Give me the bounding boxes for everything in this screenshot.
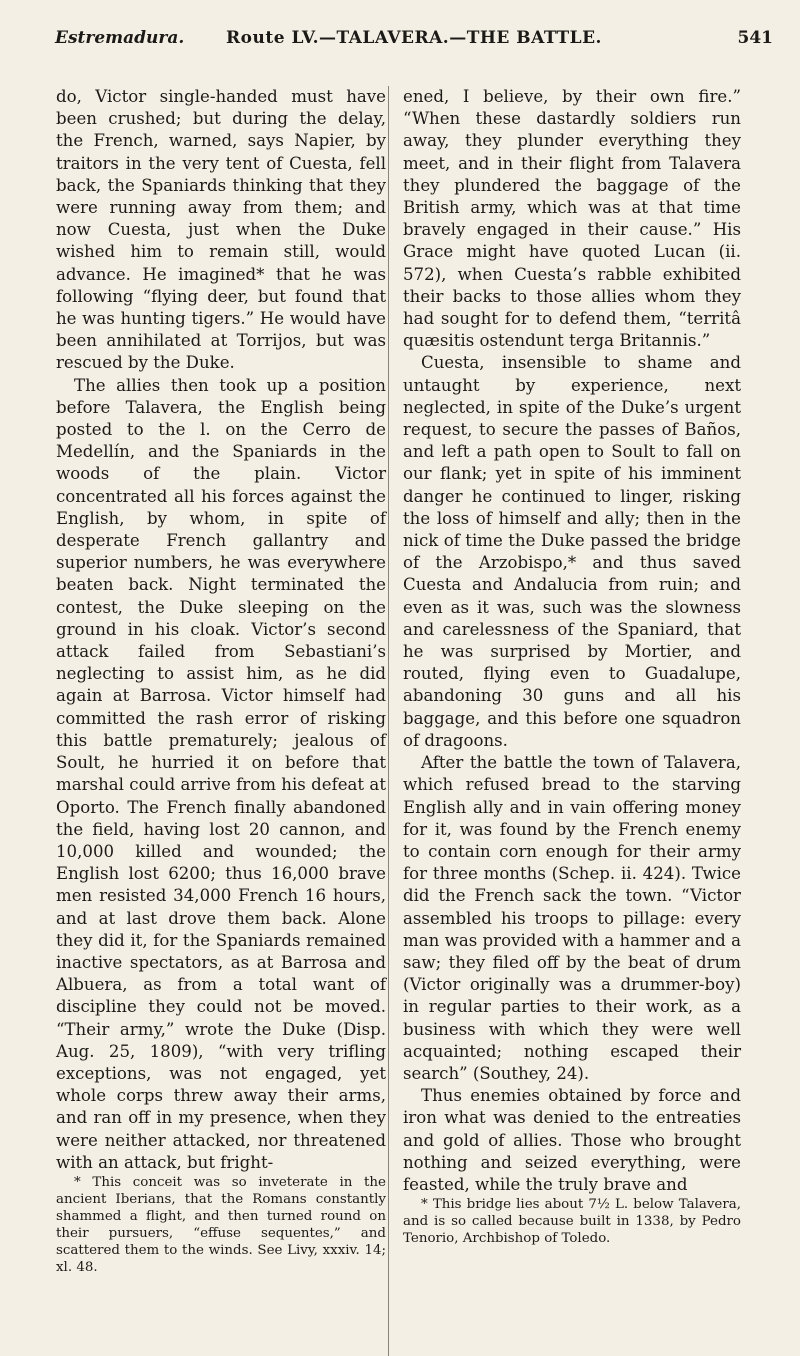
- header-route-title: Route LV.—TALAVERA.—THE BATTLE.: [226, 28, 602, 48]
- right-paragraph-4: Thus enemies obtained by force and iron what was denied to the entreaties and gold of allies. Those who brought nothing and seized everything, were feasted, while the truly brave and: [403, 1086, 741, 1194]
- right-paragraph-1: ened, I believe, by their own fire.” “When these dastardly soldiers run away, they plunder everything they meet, and in their flight from Talavera they plundered the baggage of the British army, which was at that time bravely engaged in their cause.” His Grace might have quoted Lucan (ii. 572), when Cuesta’s rabble exhibited their backs to those allies whom they had sought for to defend them, “territâ quæsitis ostendunt terga Britannis.”: [403, 87, 741, 351]
- page-number: 541: [737, 28, 773, 48]
- right-column: [403, 86, 741, 1247]
- left-paragraph-2: The allies then took up a position before Talavera, the English being posted to the l. on the Cerro de Medellín, and the Spaniards in the woods of the plain. Victor concentrated all his forces against the English, by whom, in spite of desperate French gallantry and superior numbers, he was everywhere beaten back. Night terminated the contest, the Duke sleeping on the ground in his cloak. Victor’s second attack failed from Sebastiani’s neglecting to assist him, as he did again at Barrosa. Victor himself had committed the rash error of risking this battle prematurely; jealous of Soult, he hurried it on before that marshal could arrive from his defeat at Oporto. The French finally abandoned the field, having lost 20 cannon, and 10,000 killed and wounded; the English lost 6200; thus 16,000 brave men resisted 34,000 French 16 hours, and at last drove them back. Alone they did it, for the Spaniards remained inactive spectators, as at Barrosa and Albuera, as from a total want of discipline they could not be moved. “Their army,” wrote the Duke (Disp. Aug. 25, 1809), “with very trifling exceptions, was not engaged, yet whole corps threw away their arms, and ran off in my presence, when they were neither attacked, nor threatened with an attack, but fright-: [56, 375, 386, 1172]
- right-paragraph-3: After the battle the town of Talavera, which refused bread to the starving English ally and in vain offering money for it, was found by the French enemy to contain corn enough for their army for three months (Schep. ii. 424). Twice did the French sack the town. “Victor assembled his troops to pillage: every man was provided with a hammer and a saw; they filed off by the beat of drum (Victor originally was a drummer-boy) in regular parties to their work, as a business with which they were well acquainted; nothing escaped their search” (Southey, 24).: [403, 753, 741, 1083]
- left-footnote: * This conceit was so inveterate in the ancient Iberians, that the Romans constantly shammed a flight, and then turned round on their pursuers, “effuse sequentes,” and scattered them to the winds. See Livy, xxxiv. 14; xl. 48.: [56, 1174, 386, 1275]
- right-paragraph-2: Cuesta, insensible to shame and untaught by experience, next neglected, in spite of the Duke’s urgent request, to secure the passes of Baños, and left a path open to Soult to fall on our flank; yet in spite of his imminent danger he continued to linger, risking the loss of himself and ally; then in the nick of time the Duke passed the bridge of the Arzobispo,* and thus saved Cuesta and Andalucia from ruin; and even as it was, such was the slowness and carelessness of the Spaniard, that he was surprised by Mortier, and routed, flying even to Guadalupe, abandoning 30 guns and all his baggage, and this before one squadron of dragoons.: [403, 353, 741, 750]
- left-paragraph-1: do, Victor single-handed must have been crushed; but during the delay, the French, warned, says Napier, by traitors in the very tent of Cuesta, fell back, the Spaniards thinking that they were running away from them; and now Cuesta, just when the Duke wished him to remain still, would advance. He imagined* that he was following “flying deer, but found that he was hunting tigers.” He would have been annihilated at Torrijos, but was rescued by the Duke.: [56, 87, 386, 373]
- left-column: [56, 86, 386, 1276]
- header-region: Estremadura.: [55, 28, 185, 48]
- running-header: [55, 28, 773, 62]
- right-footnote: * This bridge lies about 7½ L. below Talavera, and is so called because built in 1338, by Pedro Tenorio, Archbishop of Toledo.: [403, 1197, 741, 1247]
- column-divider: [388, 86, 389, 1356]
